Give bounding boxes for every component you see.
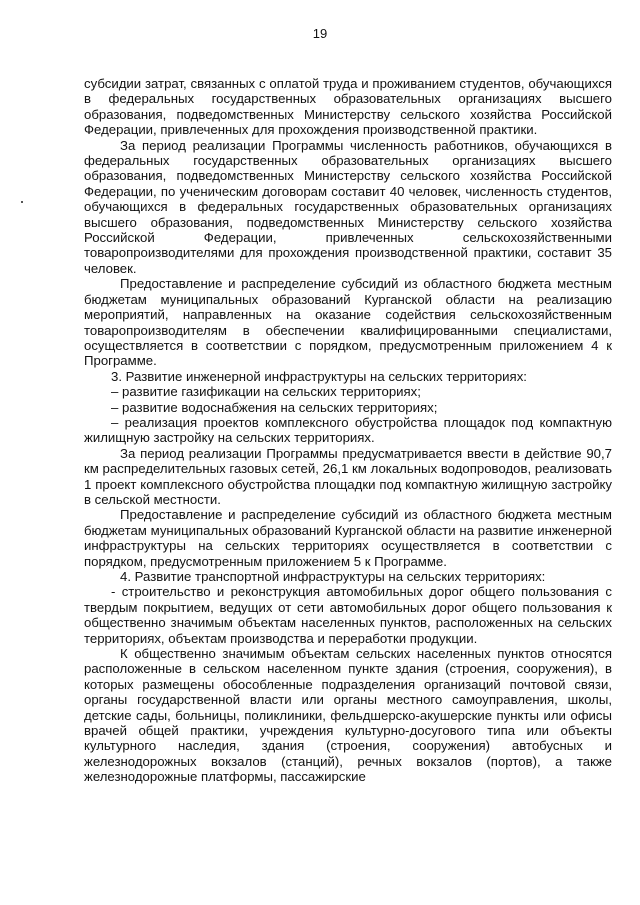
list-item-compact-housing: – реализация проектов комплексного обустройства площадок под компактную жилищную застройку на сельских территориях. [84, 414, 612, 446]
list-item-road-construction: - строительство и реконструкция автомобильных дорог общего пользования с твердым покрытием, ведущих от сети автомобильных дорог общего пользования к общественно значимым объектам населенных пунктов, расположенных на сельских территориях, объектам производства и переработки продукции. [84, 584, 612, 646]
list-item-water-supply: – развитие водоснабжения на сельских территориях; [111, 399, 438, 415]
paragraph-subsidies-continuation: субсидии затрат, связанных с оплатой труда и проживанием студентов, обучающихся в федеральных государственных образовательных организациях высшего образования, подведомственных Министерству сельского хозяйства Российской Федерации, привлеченных для прохождения производственной практики. [84, 76, 612, 138]
paragraph-subsidies-distribution-engineering: Предоставление и распределение субсидий из областного бюджета местным бюджетам муниципальных образований Курганской области на развитие инженерной инфраструктуры на сельских территориях осуществляется в соответствии с порядком, предусмотренным приложением 5 к Программе. [84, 507, 612, 569]
paragraph-public-objects: К общественно значимым объектам сельских населенных пунктов относятся расположенные в сельском населенном пункте здания (строения, сооружения), в которых размещены обособленные подразделения организаций почтовой связи, органы государственной власти или органы местного самоуправления, школы, детские сады, больницы, поликлиники, фельдшерско-акушерские пункты или офисы врачей общей практики, учреждения культурно-досугового типа или объекты культурного наследия, здания (строения, сооружения) автобусных и железнодорожных вокзалов (станций), речных вокзалов (портов), а также железнодорожные платформы, пассажирские [84, 646, 612, 785]
page-number: 19 [312, 26, 328, 41]
paragraph-workers-count: За период реализации Программы численность работников, обучающихся в федеральных государственных образовательных организациях высшего образования, подведомственных Министерству сельского хозяйства Российской Федерации, по ученическим договорам составит 40 человек, численность студентов, обучающихся в федеральных государственных образовательных организациях высшего образования, подведомственных Министерству сельского хозяйства Российской Федерации, привлеченных сельскохозяйственными товаропроизводителями для прохождения производственной практики, составит 35 человек. [84, 137, 612, 276]
paragraph-infrastructure-targets: За период реализации Программы предусматривается ввести в действие 90,7 км распределительных газовых сетей, 26,1 км локальных водопроводов, реализовать 1 проект комплексного обустройства площадки под компактную жилищную застройку в сельской местности. [84, 445, 612, 507]
section-transport-infrastructure: 4. Развитие транспортной инфраструктуры на сельских территориях: [120, 569, 546, 584]
section-engineering-infrastructure: 3. Развитие инженерной инфраструктуры на сельских территориях: [111, 368, 527, 384]
scan-speck [21, 201, 23, 203]
document-body [84, 76, 612, 785]
paragraph-subsidies-distribution-specialists: Предоставление и распределение субсидий из областного бюджета местным бюджетам муниципальных образований Курганской области на реализацию мероприятий, направленных на оказание содействия сельскохозяйственным товаропроизводителям в обеспечении квалифицированными специалистами, осуществляется в соответствии с порядком, предусмотренным приложением 4 к Программе. [84, 276, 612, 369]
list-item-gasification: – развитие газификации на сельских территориях; [111, 384, 421, 400]
